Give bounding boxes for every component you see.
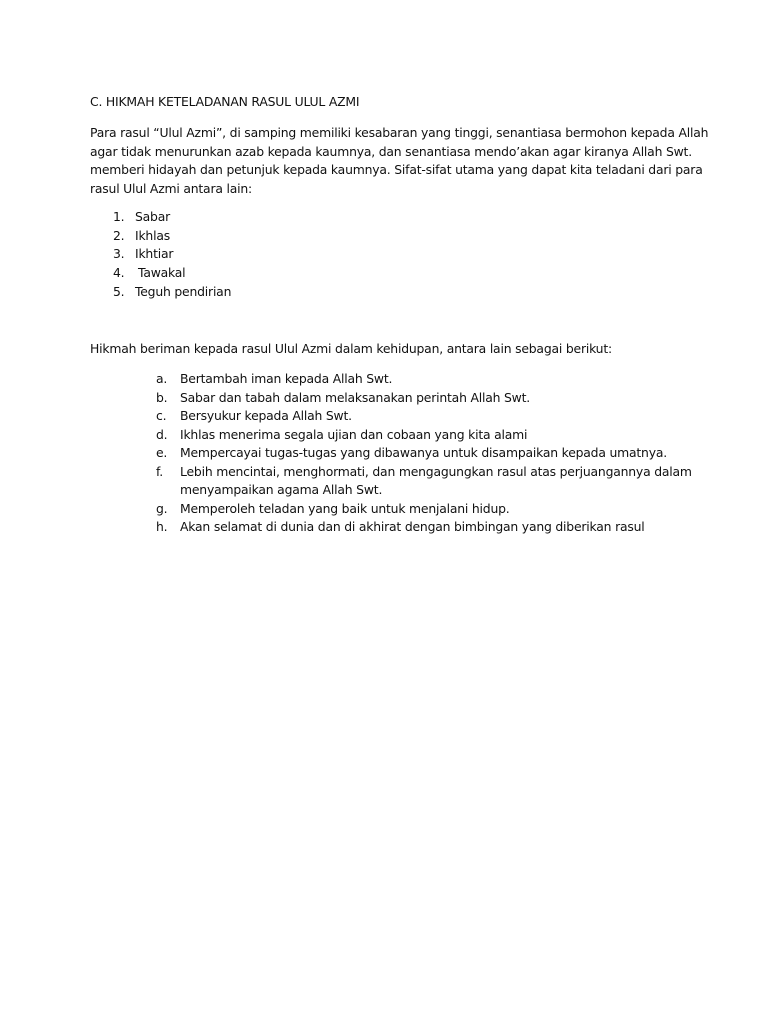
list-letter: d.: [156, 426, 168, 442]
list-item-label: Lebih mencintai, menghormati, dan mengagungkan rasul atas perjuangannya dalam: [180, 463, 692, 479]
list-item-label: Memperoleh teladan yang baik untuk menjalani hidup.: [180, 500, 510, 516]
list-item-label: Bertambah iman kepada Allah Swt.: [180, 371, 393, 386]
list-letter: e.: [156, 445, 168, 460]
list-item-label: Tawakal: [138, 265, 186, 281]
intro-line: Para rasul “Ulul Azmi”, di samping memiliki kesabaran yang tinggi, senantiasa bermohon kepada Allah: [90, 125, 709, 140]
list-item-label: Mempercayai tugas-tugas yang dibawanya untuk disampaikan kepada umatnya.: [180, 445, 667, 460]
list-item-label-group: [180, 463, 692, 500]
list-item: [156, 370, 692, 389]
list-item-label: Bersyukur kepada Allah Swt.: [180, 408, 352, 423]
list-number: 5.: [113, 283, 125, 299]
list-number: 2.: [113, 227, 125, 243]
list-item-label: Ikhtiar: [135, 246, 174, 262]
intro-line: rasul Ulul Azmi antara lain:: [90, 180, 252, 196]
list-item: [156, 500, 692, 519]
list-item: [156, 518, 692, 537]
list-letter: g.: [156, 500, 168, 516]
list-number: 3.: [113, 246, 125, 262]
list-item-label: Ikhlas: [135, 227, 170, 243]
list-item-label-continuation: menyampaikan agama Allah Swt.: [180, 482, 383, 497]
intro-line: memberi hidayah dan petunjuk kepada kaumnya. Sifat-sifat utama yang dapat kita teladani dari para: [90, 162, 703, 177]
list-letter: h.: [156, 519, 168, 534]
list-number: 4.: [113, 265, 125, 281]
list-letter: b.: [156, 389, 168, 405]
list-item-label: Teguh pendirian: [135, 283, 232, 299]
list-item-label: Sabar: [135, 209, 171, 224]
list-item-label: Ikhlas menerima segala ujian dan cobaan yang kita alami: [180, 426, 528, 442]
benefits-lettered-list: [156, 370, 692, 537]
list-item: [156, 463, 692, 500]
benefits-heading: Hikmah beriman kepada rasul Ulul Azmi dalam kehidupan, antara lain sebagai berikut:: [90, 341, 612, 356]
list-item: [156, 426, 692, 445]
list-item: [156, 407, 692, 426]
list-letter: c.: [156, 408, 167, 423]
intro-paragraph: [90, 124, 709, 198]
section-title: C. HIKMAH KETELADANAN RASUL ULUL AZMI: [90, 94, 360, 109]
list-item: [156, 444, 692, 463]
list-item: [156, 389, 692, 408]
list-letter: a.: [156, 371, 168, 386]
list-letter: f.: [156, 463, 163, 479]
intro-line: agar tidak menurunkan azab kepada kaumnya, dan senantiasa mendo’akan agar kiranya Allah Swt.: [90, 143, 692, 159]
list-item-label: Sabar dan tabah dalam melaksanakan perintah Allah Swt.: [180, 389, 531, 405]
list-number: 1.: [113, 209, 125, 224]
list-item-label: Akan selamat di dunia dan di akhirat dengan bimbingan yang diberikan rasul: [180, 519, 645, 534]
